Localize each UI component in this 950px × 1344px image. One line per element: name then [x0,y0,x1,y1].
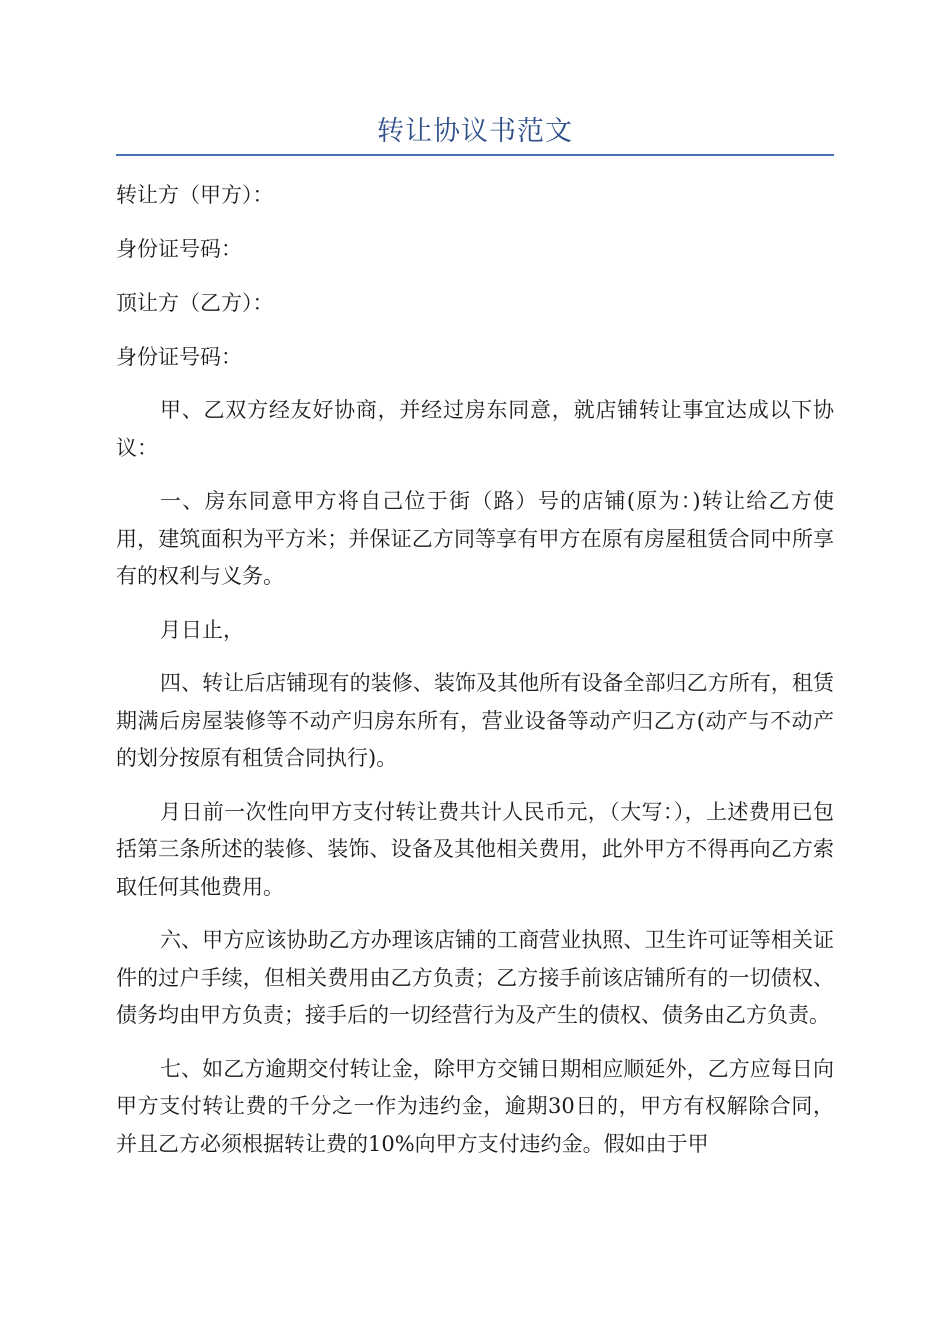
transferor-field: 转让方（甲方）： [116,183,274,207]
paragraph-term-end: 月日止， [160,617,244,642]
paragraph-clause-6: 六、甲方应该协助乙方办理该店铺的工商营业执照、卫生许可证等相关证件的过户手续，但相关费用由乙方负责；乙方接手前该店铺所有的一切债权、债务均由甲方负责；接手后的一切经营行为及产生的债权、债务由乙方负责。 [116,928,834,1027]
transferee-field: 顶让方（乙方）： [116,291,274,315]
paragraph-payment: 月日前一次性向甲方支付转让费共计人民币元，（大写：），上述费用已包括第三条所述的装修、装饰、设备及其他相关费用，此外甲方不得再向乙方索取任何其他费用。 [116,799,834,899]
transferor-id-field: 身份证号码： [116,237,242,261]
page-title: 转让协议书范文 [377,116,573,147]
title-underline [116,154,834,156]
paragraph-clause-7: 七、如乙方逾期交付转让金，除甲方交铺日期相应顺延外，乙方应每日向甲方支付转让费的千分之一作为违约金，逾期30日的，甲方有权解除合同，并且乙方必须根据转让费的10%向甲方支付违约金。假如由于甲 [116,1056,834,1156]
document-body [116,176,834,1179]
paragraph-clause-4: 四、转让后店铺现有的装修、装饰及其他所有设备全部归乙方所有，租赁期满后房屋装修等不动产归房东所有，营业设备等动产归乙方(动产与不动产的划分按原有租赁合同执行)。 [116,671,834,770]
paragraph-intro: 甲、乙双方经友好协商，并经过房东同意，就店铺转让事宜达成以下协议： [116,398,834,460]
paragraph-clause-1: 一、房东同意甲方将自己位于街（路）号的店铺(原为：)转让给乙方使用，建筑面积为平方米；并保证乙方同等享有甲方在原有房屋租赁合同中所享有的权利与义务。 [116,489,834,588]
transferee-id-field: 身份证号码： [116,345,242,369]
